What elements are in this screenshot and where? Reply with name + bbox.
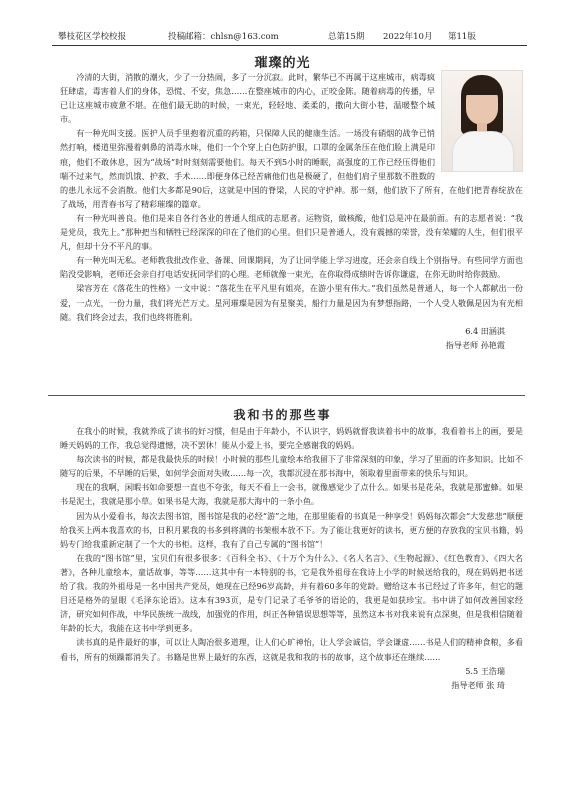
article-1-body xyxy=(60,70,523,352)
article-1-author: 6.4 田涵淇 xyxy=(465,325,505,336)
article-2-author: 5.5 王浩瑞 xyxy=(465,665,505,676)
article-2-teacher: 指导老师 张 琦 xyxy=(451,679,505,690)
article-1-paragraph: 有一种光叫支援。医护人员手里抱着沉重的药箱，只保障人民的健康生活。一场没有硝烟的战争已悄然打响，楼道里弥漫着刺鼻的消毒水味，他们一个个穿上白色防护服，口罩的金属条压在他们脸上满是印痕，他们不敢休息，因为“战场”时时刻刻需要他们。每天不到5小时的睡眠，高强度的工作已经压得他们喘不过来气，然而饥饿、护救、手术……即便身体已经苦痛他们也是极硬了，但他们肩子里那数不胜数的的患儿永远不会消散。他们大多都是90后，这就是中国的脊梁，人民的守护神。那一刻，他们放下了所有，在他们把青春绽放在了战场，用青春书写了精彩璀璨的篇章。 xyxy=(60,128,523,209)
issue-number: 总第15期 xyxy=(328,32,365,42)
article-1-title: 璀璨的光 xyxy=(254,56,311,71)
author-photo xyxy=(441,70,523,172)
email-label: 投稿邮箱： xyxy=(168,32,211,42)
article-2-paragraph: 在我的“图书馆”里，宝贝们有很多很多：《百科全书》、《十万个为什么》、《名人名言》、《生物起源》、《红色教育》、《四大名著》，各种儿童绘本，童话故事，等等……这其中有一本特别的书，它是我外祖母在我诗上小学的时候送给我的，现在妈妈把书送给了我。我的外祖母是一名中国共产党员，她现在已经96岁高龄，并有着60多年的党龄。赠给这本书已经过了许多年，但它的题目还是格外的显眼《毛泽东论语》。这本有393页，是专门记录了毛爷爷的语论的，我更是如获珍宝。书中讲了如何改善国家经济，研究如何作战，中华民族统一战线，加强党的作用，纠正各种错误思想等等，虽然这本书对我来说有点深奥，但是我相信随着年龄的长大，我能在这书中学到更多。 xyxy=(60,552,523,634)
article-2-title: 我和书的那些事 xyxy=(233,408,332,422)
article-2-paragraph: 现在的我啊，闲暇书如命要想一直也不夸张，每天不看上一会书，就像感觉少了点什么。如果书是花朵，我就是那蜜蜂。如果书是泥土，我就是那小草。如果书是大海，我就是那大海中的一条小鱼。 xyxy=(60,482,523,507)
email-address: chlsn@163.com xyxy=(210,32,279,42)
article-1-paragraph: 有一种光叫善良。他们是来自各行各业的普通人组成的志愿者。运物资，做核酸，他们总是冲在最前面。有的志愿者说：“我是党员，我先上。”那种把当和牺牲已经深深的印在了他们的心里。但们只是普通人，没有震撼的荣誉，没有荣耀的人生，但们很平凡，但却十分不平凡的事。 xyxy=(60,212,523,252)
article-1-paragraph: 冷清的大街，消散的潮火，少了一分热闹，多了一分沉寂。此时，繁华已不再属于这座城市，病毒疯狂肆虐，毒害着人们的身体，恐慌、不安，焦急……在整座城市的内心，正咬金陈。随着病毒的传播，早已让这座城市疲惫不堪。在他们最无助的时候，一束光，轻轻地、柔柔的，撒向大街小巷，温暖整个城市。 xyxy=(60,72,435,125)
article-2-paragraph: 在我小的时候，我就养成了读书的好习惯，但是由于年龄小，不认识字，妈妈就督我读着书中的故事，我看着书上的画，要是睡天妈妈的工作，我总觉得遗憾，决不罢休！能从小爱上书，要完全感谢我的妈妈。 xyxy=(60,426,523,451)
header-divider xyxy=(52,45,527,46)
issue-date: 2022年10月 xyxy=(383,32,433,42)
article-1-paragraph: 有一种光叫无私。老师教我批改作业、备课、回课期间，为了让同学能上学习进度，还会亲自线上个别指导。有些同学方面也陷没受影响，老师还会亲自打电话安抚同学们的心理。老师就像一束光，在你取得成绩时告诉你谦虚，在你无助时给你鼓励。 xyxy=(60,255,523,280)
submission-email xyxy=(168,30,328,42)
article-2-body xyxy=(60,424,523,692)
edition-number: 第11版 xyxy=(448,32,476,42)
article-2-paragraph: 因为从小爱看书，每次去图书馆，图书馆是我的必经“游”之地，在那里能看的书真是一种享受！妈妈每次都会“大发慈悲”顺便给我买上两本我喜欢的书，日积月累我的书多到将满的书架根本放不下。为了能让我更好的读书，更方便的存放我的宝贝书籍，妈妈专门给我重新定制了一个大的书柜。这样，我有了自己专属的“图书馆”！ xyxy=(60,510,523,549)
page-header xyxy=(58,28,525,44)
section-divider xyxy=(48,395,525,396)
article-2-paragraph: 读书真的是件最好的事，可以让人陶冶很多道理，让人们心旷神怡，让人学会诚信，学会谦虚……书是人们的精神食粮，多看看书，所有的烦躁都消失了。书籍是世界上最好的东西，这就是我和我的书的故事，这个故事还在继续…… xyxy=(60,637,523,662)
article-1-teacher: 指导老师 孙艳霞 xyxy=(445,339,505,350)
article-2-paragraph: 每次读书的时候，都是我最快乐的时候！小时候的那些儿童绘本给我留下了非常深刻的印象，学习了里面的许多知识。比如不随写的后果，不早睡的后果，如何学会面对失败……每一次，我都沉浸在那书海中，领取着里面带来的快乐与知识。 xyxy=(60,454,523,479)
school-name: 攀枝花区学校校报 xyxy=(58,32,127,42)
article-1-paragraph: 梁容芳在《落花生的性格》一文中说：“落花生在平凡里有姐亮，在游小里有伟大。”我们虽然是普通人，每一个人都献出一份爱，一点光，一份力量，我们将光芒万丈。星河璀璨是因为有星聚美，船行力量是因为有梦想指路，一个人受人敬佩是因为有光相随。我们终会过去，我们也终将胜利。 xyxy=(60,283,523,322)
